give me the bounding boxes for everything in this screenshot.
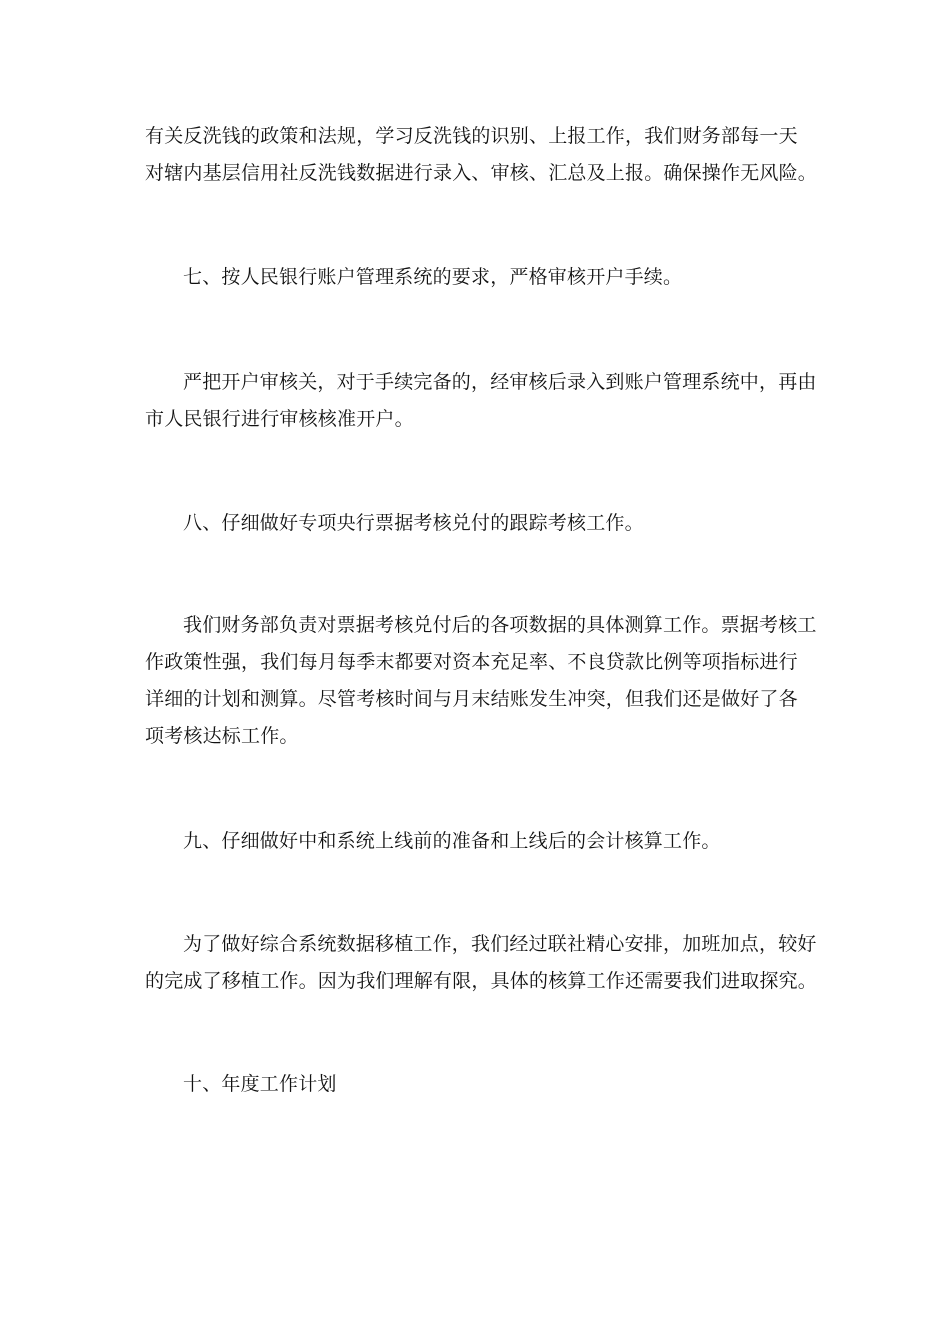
- paragraph-anti-money-laundering-continued: [145, 118, 818, 192]
- text-line: 七、按人民银行账户管理系统的要求，严格审核开户手续。: [183, 266, 683, 288]
- text-line: 严把开户审核关，对于手续完备的，经审核后录入到账户管理系统中，再由: [183, 371, 817, 393]
- text-line: 项考核达标工作。: [145, 725, 299, 747]
- paragraph-data-migration: [145, 926, 818, 1000]
- heading-nine: [183, 823, 845, 860]
- text-line: 十、年度工作计划: [183, 1073, 337, 1095]
- paragraph-bill-assessment: [145, 607, 817, 755]
- heading-eight: [183, 505, 845, 542]
- heading-ten: [183, 1066, 845, 1103]
- text-line: 作政策性强，我们每月每季末都要对资本充足率、不良贷款比例等项指标进行: [145, 651, 798, 673]
- text-line: 详细的计划和测算。尽管考核时间与月末结账发生冲突，但我们还是做好了各: [145, 688, 798, 710]
- text-line: 的完成了移植工作。因为我们理解有限，具体的核算工作还需要我们进取探究。: [145, 970, 818, 992]
- text-line: 市人民银行进行审核核准开户。: [145, 408, 414, 430]
- text-line: 我们财务部负责对票据考核兑付后的各项数据的具体测算工作。票据考核工: [183, 614, 817, 636]
- text-line: 九、仔细做好中和系统上线前的准备和上线后的会计核算工作。: [183, 830, 721, 852]
- text-line: 八、仔细做好专项央行票据考核兑付的跟踪考核工作。: [183, 512, 644, 534]
- text-line: 对辖内基层信用社反洗钱数据进行录入、审核、汇总及上报。确保操作无风险。: [145, 162, 818, 184]
- text-line: 有关反洗钱的政策和法规，学习反洗钱的识别、上报工作，我们财务部每一天: [145, 125, 798, 147]
- heading-seven: [183, 259, 845, 296]
- paragraph-account-opening: [145, 364, 817, 438]
- text-line: 为了做好综合系统数据移植工作，我们经过联社精心安排，加班加点，较好: [183, 933, 817, 955]
